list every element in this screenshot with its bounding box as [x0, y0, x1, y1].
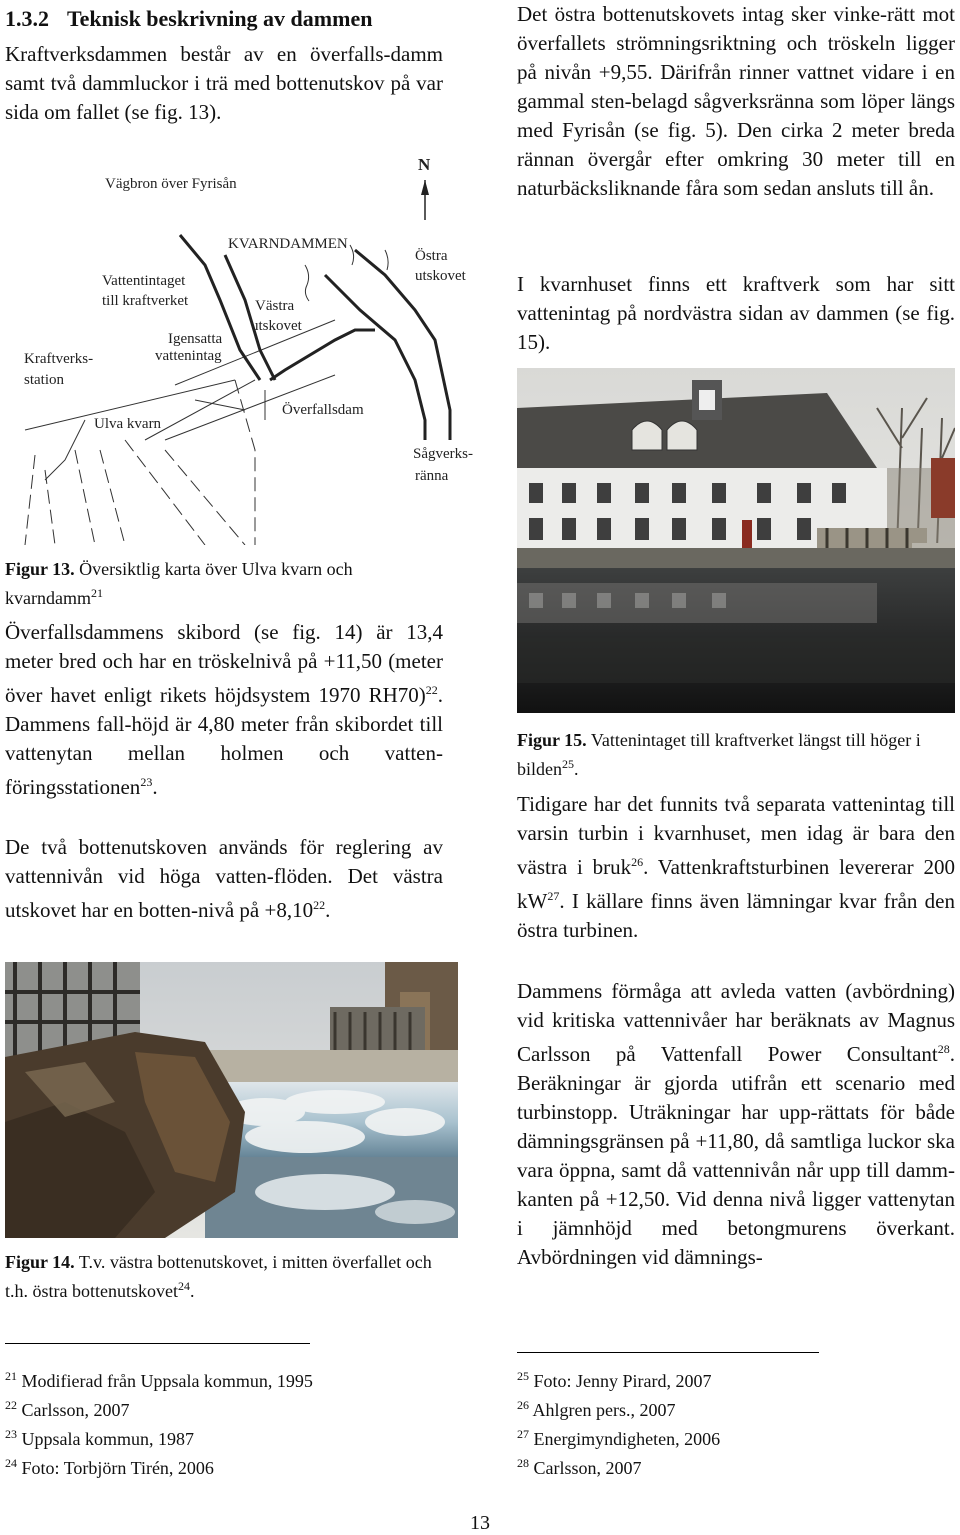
- label-kraftverks-2: station: [24, 372, 64, 388]
- right-p3-ref2: 27: [547, 889, 560, 903]
- figure-15-label: Figur 15.: [517, 730, 587, 750]
- right-p4-a: Dammens förmåga att avleda vatten (avbördning) vid kritiska vattennivåer har beräknats av Magnus Carlsson på Vattenfall Power Consultant: [517, 979, 955, 1066]
- right-paragraph-1: Det östra bottenutskovets intag sker vinke-rätt mot överfallets strömningsriktning och tröskeln ligger på nivån +9,55. Därifrån rinner vattnet vidare i en gammal sten-belagd sågverksränna som löper längs med Fyrisån (se fig. 5). Den cirka 2 meter breda rännan övergår efter omkring 30 meter till en naturbäcksliknande fåra som sedan ansluts till ån.: [517, 2, 955, 200]
- label-vagbron: Vägbron över Fyrisån: [105, 176, 237, 192]
- footnote-25-num: 25: [517, 1369, 529, 1383]
- footnote-24: [5, 1451, 445, 1480]
- footnote-24-num: 24: [5, 1456, 17, 1470]
- footnote-25-text: Foto: Jenny Pirard, 2007: [533, 1371, 712, 1391]
- figure-14-label: Figur 14.: [5, 1252, 75, 1272]
- left-footnotes: [5, 1364, 445, 1480]
- footnote-28-text: Carlsson, 2007: [533, 1458, 642, 1478]
- label-ostra-1: Östra: [415, 248, 448, 264]
- right-footnotes: [517, 1364, 957, 1480]
- right-paragraph-3: [517, 790, 955, 945]
- footnote-27: [517, 1422, 957, 1451]
- left-p2-ref2: 23: [140, 775, 153, 789]
- figure-14-ref: 24: [177, 1279, 190, 1293]
- figure-15-end: .: [574, 759, 579, 779]
- section-heading: [5, 6, 372, 32]
- footnote-27-text: Energimyndigheten, 2006: [533, 1429, 721, 1449]
- right-p4-ref: 28: [937, 1042, 950, 1056]
- left-p2-b: . Dammens fall-höjd är 4,80 meter från skibordet till vattenytan mellan holmen och vatten-föringsstationen: [5, 683, 443, 799]
- figure-15-text: Vattenintaget till kraftverket längst till höger i bilden: [517, 730, 921, 779]
- footnote-26-num: 26: [517, 1398, 529, 1412]
- left-paragraph-2: [5, 618, 443, 802]
- footnote-23-num: 23: [5, 1427, 17, 1441]
- left-p3-a: De två bottenutskoven används för reglering av vattennivån vid höga vatten-flöden. Det västra utskovet har en botten-nivå på +8,10: [5, 835, 443, 922]
- figure-14-text: T.v. västra bottenutskovet, i mitten överfallet och t.h. östra bottenutskovet: [5, 1252, 432, 1301]
- right-p3-b: . Vattenkraftsturbinen levererar 200 kW: [517, 855, 955, 913]
- left-p3-ref: 22: [313, 898, 326, 912]
- figure-13-caption: [5, 557, 445, 610]
- figure-15-ref: 25: [562, 757, 574, 771]
- section-title: Teknisk beskrivning av dammen: [67, 6, 373, 31]
- footnote-23: [5, 1422, 445, 1451]
- left-p2-c: .: [152, 775, 158, 799]
- figure-14-photo: [5, 962, 458, 1238]
- right-p3-ref1: 26: [631, 855, 644, 869]
- map-figure: [5, 150, 485, 545]
- page-number: 13: [470, 1512, 490, 1534]
- left-paragraph-3: [5, 833, 443, 925]
- footnote-21-text: Modifierad från Uppsala kommun, 1995: [21, 1371, 313, 1391]
- label-sagverks-2: ränna: [415, 468, 449, 484]
- footnote-23-text: Uppsala kommun, 1987: [21, 1429, 194, 1449]
- label-vattentintaget-1: Vattentintaget: [102, 273, 186, 289]
- figure-14-caption: [5, 1250, 445, 1303]
- figure-14-end: .: [189, 1281, 195, 1301]
- label-sagverks-1: Sågverks-: [413, 446, 473, 462]
- footnote-22: [5, 1393, 445, 1422]
- right-footnote-rule: [517, 1352, 819, 1353]
- footnote-26: [517, 1393, 957, 1422]
- left-footnote-rule: [5, 1343, 310, 1344]
- label-vastra-2: utskovet: [251, 318, 302, 334]
- footnote-21: [5, 1364, 445, 1393]
- label-kraftverks-1: Kraftverks-: [24, 351, 94, 367]
- figure-13-label: Figur 13.: [5, 559, 75, 579]
- figure-15-caption: [517, 728, 957, 781]
- north-label: N: [418, 155, 431, 174]
- left-paragraph-1: Kraftverksdammen består av en överfalls-damm samt två dammluckor i trä med bottenutskov på var sida om fallet (se fig. 13).: [5, 42, 443, 124]
- footnote-25: [517, 1364, 957, 1393]
- footnote-26-text: Ahlgren pers., 2007: [532, 1400, 676, 1420]
- footnote-24-text: Foto: Torbjörn Tirén, 2006: [21, 1458, 214, 1478]
- right-p3-c: . I källare finns även lämningar kvar från den östra turbinen.: [517, 889, 955, 942]
- figure-15-photo: [517, 368, 955, 713]
- footnote-21-num: 21: [5, 1369, 17, 1383]
- left-p2-ref1: 22: [425, 683, 438, 697]
- figure-13-text: Översiktlig karta över Ulva kvarn och kvarndamm: [5, 559, 353, 608]
- label-ostra-2: utskovet: [415, 268, 466, 284]
- label-vastra-1: Västra: [255, 298, 295, 314]
- label-kvarndammen: KVARNDAMMEN: [228, 236, 348, 252]
- footnote-22-num: 22: [5, 1398, 17, 1412]
- footnote-28: [517, 1451, 957, 1480]
- left-p3-b: .: [325, 898, 331, 922]
- right-paragraph-2: I kvarnhuset finns ett kraftverk som har sitt vattenintag på nordvästra sidan av dammen (se fig. 15).: [517, 272, 955, 354]
- footnote-28-num: 28: [517, 1456, 529, 1470]
- section-number: 1.3.2: [5, 6, 49, 31]
- figure-13-ref: 21: [90, 586, 103, 600]
- right-p3-a: Tidigare har det funnits två separata vattenintag till varsin turbin i kvarnhuset, men idag är bara den västra i bruk: [517, 792, 955, 879]
- left-p2-a: Överfallsdammens skibord (se fig. 14) är 13,4 meter bred och har en tröskelnivå på +11,50 (meter över havet enligt rikets höjdsystem 1970 RH70): [5, 620, 443, 707]
- right-p4-b: . Beräkningar är gjorda utifrån ett scenario med turbinstopp. Uträkningar har upp-rättats för både dämningsgränsen på +11,80, då samtliga luckor ska vara öppna, samt då vattennivån når upp till damm-kanten på +12,50. Vid denna nivå ligger vattenytan i jämnhöjd med betongmurens överkant. Avbördningen vid dämnings-: [517, 1042, 955, 1269]
- footnote-22-text: Carlsson, 2007: [21, 1400, 130, 1420]
- right-paragraph-4: [517, 977, 955, 1272]
- label-overfallsdam: Överfallsdam: [282, 402, 364, 418]
- footnote-27-num: 27: [517, 1427, 529, 1441]
- label-igensatta-2: vattenintag: [155, 348, 222, 364]
- label-igensatta-1: Igensatta: [168, 331, 223, 347]
- label-ulva: Ulva kvarn: [94, 416, 162, 432]
- label-vattentintaget-2: till kraftverket: [102, 293, 189, 309]
